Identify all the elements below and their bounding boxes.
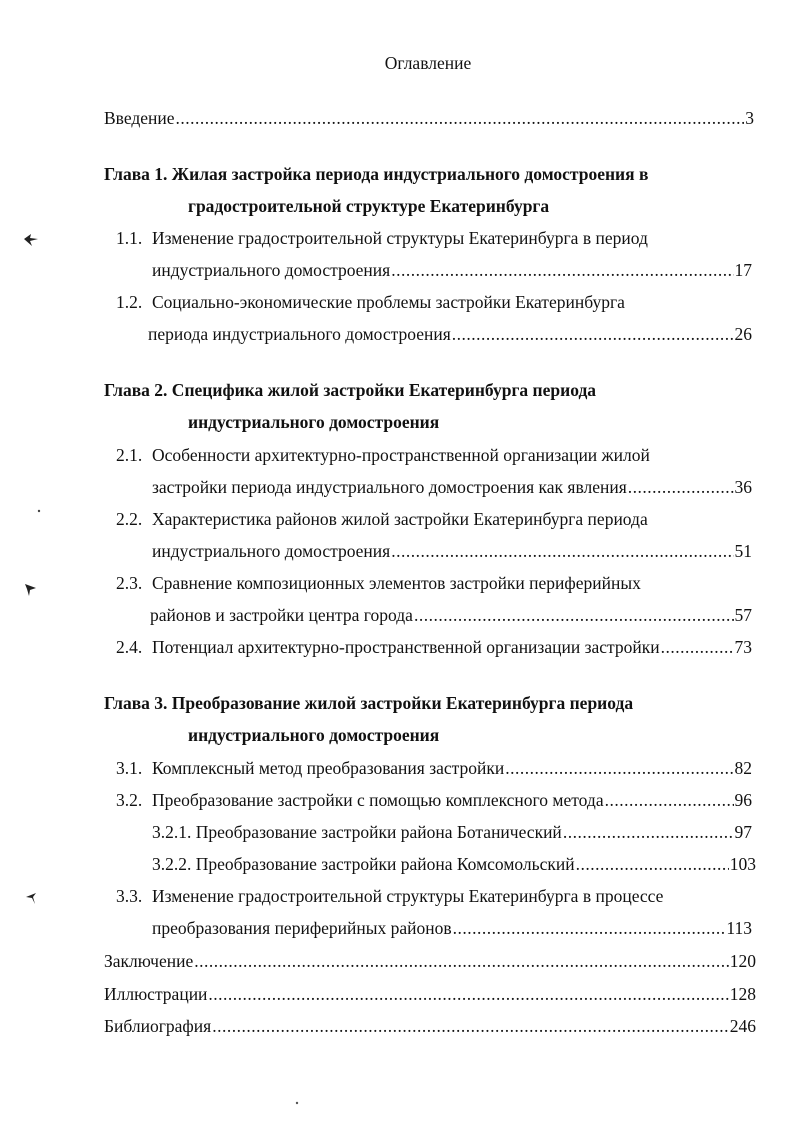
- leader-dots: [505, 756, 733, 780]
- leader-dots: [176, 106, 745, 130]
- toc-label: периода индустриального домостроения: [148, 324, 451, 344]
- toc-page-number: 113: [726, 918, 752, 938]
- scan-mark-icon: [22, 230, 40, 248]
- toc-entry-2-1-cont: [152, 475, 752, 499]
- toc-number: 3.1.: [116, 758, 143, 778]
- toc-entry-3-3: Изменение градостроительной структуры Екатеринбурга в процессе: [152, 886, 664, 906]
- toc-label: преобразования периферийных районов: [152, 918, 452, 938]
- toc-entry-1-1: Изменение градостроительной структуры Екатеринбурга в период: [152, 228, 648, 248]
- toc-page-number: 120: [729, 951, 756, 971]
- toc-entry-3-1: [152, 756, 752, 780]
- leader-dots: [661, 635, 734, 659]
- toc-page-number: 82: [734, 758, 752, 778]
- chapter-3-heading-cont: индустриального домостроения: [188, 725, 440, 745]
- leader-dots: [391, 258, 733, 282]
- toc-page-number: 26: [734, 324, 752, 344]
- leader-dots: [628, 475, 734, 499]
- leader-dots: [391, 539, 733, 563]
- toc-entry-conclusion: [104, 949, 756, 973]
- leader-dots: [576, 852, 729, 876]
- toc-label: 3.2.2. Преобразование застройки района Комсомольский: [152, 854, 575, 874]
- toc-page-number: 96: [734, 790, 752, 810]
- toc-label: 3.2.1. Преобразование застройки района Ботанический: [152, 822, 562, 842]
- scan-mark-icon: [22, 580, 40, 598]
- toc-page-number: 246: [729, 1016, 756, 1036]
- toc-page-number: 51: [734, 541, 752, 561]
- toc-entry-illustrations: [104, 982, 756, 1006]
- toc-label: застройки периода индустриального домостроения как явления: [152, 477, 627, 497]
- toc-entry-2-4: [152, 635, 752, 659]
- toc-label: индустриального домостроения: [152, 541, 391, 561]
- chapter-1-heading-cont: градостроительной структуре Екатеринбурга: [188, 196, 550, 216]
- scan-dot-icon: [36, 508, 42, 514]
- toc-entry-3-2-1: [152, 820, 752, 844]
- toc-page-number: 97: [734, 822, 752, 842]
- toc-page-number: 128: [729, 984, 756, 1004]
- toc-entry-bibliography: [104, 1014, 756, 1038]
- toc-number: 3.2.: [116, 790, 143, 810]
- toc-label: Заключение: [104, 951, 194, 971]
- toc-number: 1.1.: [116, 228, 143, 248]
- toc-entry-1-1-cont: [152, 258, 752, 282]
- toc-entry-3-3-cont: [152, 916, 752, 940]
- toc-page-number: 36: [734, 477, 752, 497]
- toc-label: Преобразование застройки с помощью комплексного метода: [152, 790, 604, 810]
- toc-entry-2-2: Характеристика районов жилой застройки Екатеринбурга периода: [152, 509, 648, 529]
- page-title: Оглавление: [384, 53, 472, 73]
- toc-entry-2-2-cont: [152, 539, 752, 563]
- chapter-3-heading: Глава 3. Преобразование жилой застройки Екатеринбурга периода: [104, 693, 634, 713]
- scan-mark-icon: [24, 888, 42, 906]
- chapter-2-heading-cont: индустриального домостроения: [188, 412, 440, 432]
- toc-page-number: 73: [734, 637, 752, 657]
- leader-dots: [208, 982, 728, 1006]
- toc-label: Библиография: [104, 1016, 212, 1036]
- toc-entry-1-2-cont: [148, 322, 752, 346]
- leader-dots: [452, 322, 734, 346]
- toc-label: индустриального домостроения: [152, 260, 391, 280]
- leader-dots: [605, 788, 734, 812]
- toc-entry-intro: [104, 106, 754, 130]
- toc-number: 2.2.: [116, 509, 143, 529]
- toc-label: Комплексный метод преобразования застройки: [152, 758, 505, 778]
- toc-entry-3-2-2: [152, 852, 756, 876]
- toc-number: 2.4.: [116, 637, 143, 657]
- toc-page-number: 3: [745, 108, 754, 128]
- leader-dots: [453, 916, 726, 940]
- toc-entry-2-3: Сравнение композиционных элементов застройки периферийных: [152, 573, 641, 593]
- toc-number: 2.1.: [116, 445, 143, 465]
- toc-entry-2-1: Особенности архитектурно-пространственной организации жилой: [152, 445, 650, 465]
- toc-number: 3.3.: [116, 886, 143, 906]
- toc-page-number: 57: [734, 605, 752, 625]
- scan-dot-icon: [294, 1100, 300, 1106]
- toc-label: Потенциал архитектурно-пространственной организации застройки: [152, 637, 660, 657]
- toc-entry-3-2: [152, 788, 752, 812]
- toc-label: Введение: [104, 108, 175, 128]
- toc-number: 2.3.: [116, 573, 143, 593]
- leader-dots: [212, 1014, 729, 1038]
- leader-dots: [563, 820, 734, 844]
- toc-entry-1-2: Социально-экономические проблемы застройки Екатеринбурга: [152, 292, 625, 312]
- leader-dots: [194, 949, 729, 973]
- toc-label: районов и застройки центра города: [150, 605, 413, 625]
- chapter-2-heading: Глава 2. Специфика жилой застройки Екатеринбурга периода: [104, 380, 597, 400]
- toc-page-number: 103: [729, 854, 756, 874]
- toc-number: 1.2.: [116, 292, 143, 312]
- toc-page-number: 17: [734, 260, 752, 280]
- toc-label: Иллюстрации: [104, 984, 208, 1004]
- leader-dots: [414, 603, 734, 627]
- chapter-1-heading: Глава 1. Жилая застройка периода индустриального домостроения в: [104, 164, 649, 184]
- toc-entry-2-3-cont: [150, 603, 752, 627]
